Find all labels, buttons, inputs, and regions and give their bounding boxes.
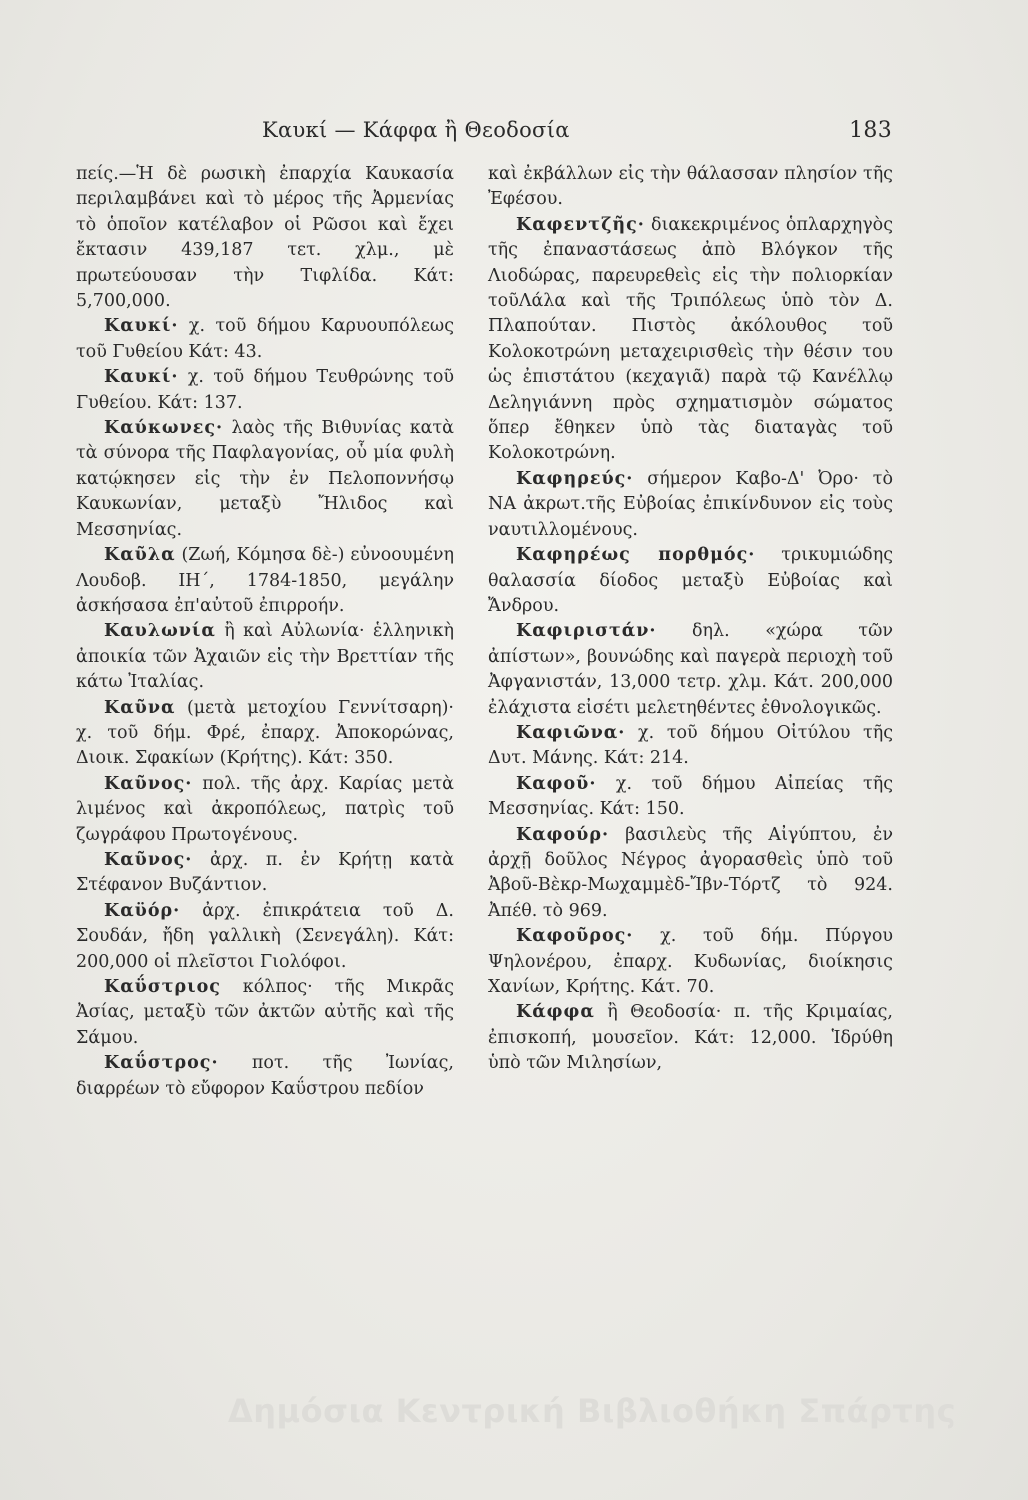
entry-headword: Καφιῶνα· [516, 722, 626, 743]
entry-headword: Καφοῦρος· [516, 926, 634, 947]
dictionary-entry [76, 365, 454, 416]
dictionary-entry [488, 1000, 893, 1076]
entry-text: (μετὰ μετοχίου Γεννίτσαρη)· χ. τοῦ δήμ. Φρέ, ἐπαρχ. Ἀποκορώνας, Διοικ. Σφακίων (Κρήτης). Κάτ: 350. [76, 697, 454, 769]
library-watermark: Δημόσια Κεντρική Βιβλιοθήκη Σπάρτης [228, 1392, 957, 1430]
continuation-text: καὶ ἐκβάλλων εἰς τὴν θάλασσαν πλησίον τῆς Ἐφέσου. [488, 164, 893, 210]
right-column [488, 162, 893, 1077]
dictionary-entry [76, 772, 454, 848]
dictionary-entry [488, 924, 893, 1000]
entry-headword: Καφηρεύς· [516, 468, 634, 489]
entry-text: δηλ. «χώρα τῶν ἀπίστων», βουνώδης καὶ παγερὰ περιοχὴ τοῦ Ἀφγανιστάν, 13,000 τετρ. χλμ. Κάτ. 200,000 ἐλάχιστα εἰσέτι μελετηθέντες ἐθνολογικῶς. [488, 621, 893, 718]
entry-headword: Καυκί· [104, 367, 179, 388]
entry-text: (Ζωή, Κόμησα δὲ-) εὐνοουμένη Λουδοβ. ΙΗ΄, 1784-1850, μεγάλην ἀσκήσασα ἐπ'αὐτοῦ ἐπιρροήν. [76, 545, 454, 616]
header-title: Καυκί — Κάφφα ἢ Θεοδοσία [262, 118, 570, 142]
entry-text: χ. τοῦ δήμου Οἰτύλου τῆς Δυτ. Μάνης. Κάτ: 214. [488, 722, 893, 769]
entry-text: τρικυμιώδης θαλασσία δίοδος μεταξὺ Εὐβοίας καὶ Ἄνδρου. [488, 545, 893, 616]
entry-headword: Καυκί· [104, 316, 179, 337]
entry-text: χ. τοῦ δήμου Αἰπείας τῆς Μεσσηνίας. Κάτ: 150. [488, 773, 893, 820]
dictionary-entry [76, 619, 454, 695]
entry-text: κόλπος· τῆς Μικρᾶς Ἀσίας, μεταξὺ τῶν ἀκτῶν αὐτῆς καὶ τῆς Σάμου. [76, 977, 454, 1048]
entry-text: χ. τοῦ δήμ. Πύργου Ψηλονέρου, ἐπαρχ. Κυδωνίας, διοίκησις Χανίων, Κρήτης. Κάτ. 70. [488, 926, 893, 997]
dictionary-entry [76, 543, 454, 619]
entry-text: ἀρχ. ἐπικράτεια τοῦ Δ. Σουδάν, ἤδη γαλλικὴ (Σενεγάλη). Κάτ: 200,000 οἱ πλεῖστοι Γιολόφοι. [76, 900, 454, 972]
dictionary-entry [76, 899, 454, 975]
entry-text: χ. τοῦ δήμου Καρυουπόλεως τοῦ Γυθείου Κάτ: 43. [76, 316, 454, 362]
entry-headword: Καϋόρ· [104, 900, 181, 921]
dictionary-entry [488, 543, 893, 619]
entry-text: ἢ καὶ Αὐλωνία· ἑλληνικὴ ἀποικία τῶν Ἀχαιῶν εἰς τὴν Βρεττίαν τῆς κάτω Ἰταλίας. [76, 621, 454, 693]
continuation-text: πείς.—Ἡ δὲ ρωσικὴ ἐπαρχία Καυκασία περιλαμβάνει καὶ τὸ μέρος τῆς Ἀρμενίας τὸ ὁποῖον κατέλαβον οἱ Ρῶσοι καὶ ἔχει ἔκτασιν 439,187 τετ. χλμ., μὲ πρωτεύουσαν τὴν Τιφλίδα. Κάτ: 5,700,000. [76, 164, 454, 312]
running-header [262, 118, 892, 152]
left-entries [76, 314, 454, 1102]
dictionary-entry [76, 848, 454, 899]
entry-headword: Καφηρέως πορθμός· [516, 545, 756, 566]
right-entries [488, 213, 893, 1077]
entry-headword: Καφοῦ· [516, 773, 597, 794]
entry-text: πολ. τῆς ἀρχ. Καρίας μετὰ λιμένος καὶ ἀκροπόλεως, πατρὶς τοῦ ζωγράφου Πρωτογένους. [76, 773, 454, 845]
dictionary-entry [488, 619, 893, 721]
entry-headword: Καφεντζῆς· [516, 214, 645, 235]
dictionary-entry [488, 467, 893, 543]
dictionary-entry [488, 772, 893, 823]
dictionary-entry [76, 314, 454, 365]
entry-headword: Κάφφα [516, 1002, 595, 1023]
entry-text: ἀρχ. π. ἐν Κρήτῃ κατὰ Στέφανον Βυζάντιον. [76, 849, 454, 896]
dictionary-entry [76, 975, 454, 1051]
dictionary-entry [76, 696, 454, 772]
entry-headword: Καφιριστάν· [516, 621, 657, 642]
dictionary-entry [76, 1051, 454, 1102]
entry-headword: Καύκωνες· [104, 418, 224, 439]
entry-text: ποτ. τῆς Ἰωνίας, διαρρέων τὸ εὔφορον Καΰστρου πεδίον [76, 1053, 454, 1099]
entry-headword: Καΰστρος· [104, 1053, 219, 1074]
dictionary-entry [488, 823, 893, 925]
entry-headword: Καῦλα [104, 545, 176, 566]
dictionary-entry [488, 721, 893, 772]
dictionary-entry [76, 416, 454, 543]
entry-headword: Καῦνος· [104, 773, 193, 794]
entry-headword: Καῦνος· [104, 849, 193, 870]
dictionary-entry [488, 213, 893, 467]
entry-text: χ. τοῦ δήμου Τευθρώνης τοῦ Γυθείου. Κάτ: 137. [76, 367, 454, 413]
entry-text: διακεκριμένος ὁπλαρχηγὸς τῆς ἐπαναστάσεως ἀπὸ Βλόγκον τῆς Λιοδώρας, παρευρεθεὶς εἰς τὴν πολιορκίαν τοῦΛάλα καὶ τῆς Τριπόλεως ὑπὸ τὸν Δ. Πλαπούταν. Πιστὸς ἀκόλουθος τοῦ Κολοκοτρώνη μεταχειρισθεὶς τὴν θέσιν του ὡς ἐπιστάτου (κεχαγιᾶ) παρὰ τῷ Κανέλλῳ Δεληγιάννη πρὸς σχηματισμὸν σώματος ὅπερ ἔθηκεν ὑπὸ τὰς διαταγὰς τοῦ Κολοκοτρώνη. [488, 214, 893, 464]
entry-text: βασιλεὺς τῆς Αἰγύπτου, ἐν ἀρχῇ δοῦλος Νέγρος ἀγορασθεὶς ὑπὸ τοῦ Ἀβοῦ-Βὲκρ-Μωχαμμὲδ-Ἴβν-Τόρτζ τὸ 924. Ἀπέθ. τὸ 969. [488, 824, 893, 921]
entry-text: σήμερον Καβο-Δ' Ὀρο· τὸ ΝΑ ἀκρωτ.τῆς Εὐβοίας ἐπικίνδυνον εἰς τοὺς ναυτιλλομένους. [488, 468, 893, 540]
entry-text: ἢ Θεοδοσία· π. τῆς Κριμαίας, ἐπισκοπή, μουσεῖον. Κάτ: 12,000. Ἱδρύθη ὑπὸ τῶν Μιλησίων, [488, 1002, 893, 1074]
entry-headword: Καφούρ· [516, 824, 610, 845]
entry-headword: Καῦνα [104, 697, 176, 718]
page-number: 183 [849, 118, 892, 143]
entry-text: λαὸς τῆς Βιθυνίας κατὰ τὰ σύνορα τῆς Παφλαγονίας, οὗ μία φυλὴ κατῴκησεν εἰς τὴν ἐν Πελοποννήσῳ Καυκωνίαν, μεταξὺ Ἤλιδος καὶ Μεσσηνίας. [76, 418, 454, 540]
left-column [76, 162, 454, 1102]
entry-headword: Καΰστριος [104, 977, 221, 997]
entry-headword: Καυλωνία [104, 621, 216, 642]
